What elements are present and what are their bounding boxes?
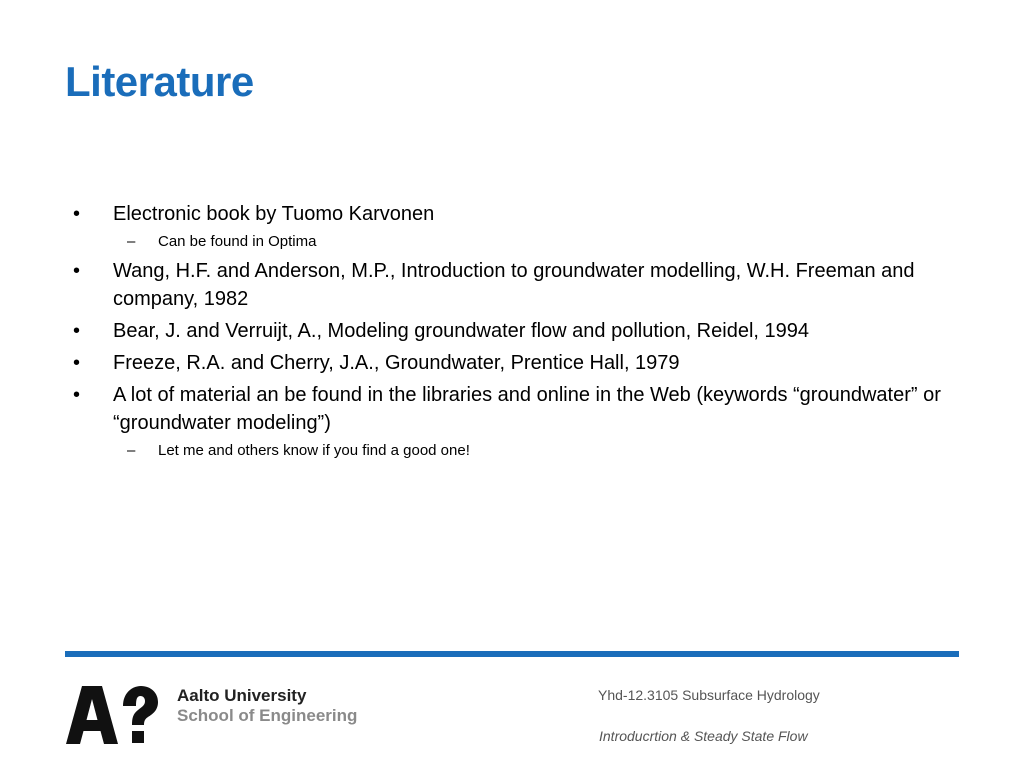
list-item [72, 381, 952, 437]
bullet-list [72, 200, 952, 466]
list-item [72, 349, 952, 377]
sub-list-item-text: Let me and others know if you find a good one! [158, 442, 470, 459]
list-item [72, 200, 952, 228]
bullet-icon: • [73, 352, 81, 374]
list-item-text: Wang, H.F. and Anderson, M.P., Introduction to groundwater modelling, W.H. Freeman and company, 1982 [113, 260, 915, 310]
university-name: Aalto University [177, 686, 307, 705]
sub-list-item-text: Can be found in Optima [158, 233, 317, 250]
footer-divider [65, 651, 959, 657]
school-name: School of Engineering [177, 706, 358, 725]
slide-title: Literature [65, 58, 254, 105]
sub-list-item [72, 441, 952, 461]
list-item [72, 257, 952, 313]
bullet-icon: • [73, 260, 81, 282]
bullet-icon: • [73, 320, 81, 342]
bullet-icon: • [73, 203, 81, 225]
aalto-logo [66, 686, 396, 746]
list-item [72, 317, 952, 345]
dash-icon: – [127, 442, 136, 459]
list-item-text: A lot of material an be found in the libraries and online in the Web (keywords “groundwater” or “groundwater modeling”) [113, 384, 941, 434]
sub-list-item [72, 232, 952, 252]
list-item-text: Bear, J. and Verruijt, A., Modeling groundwater flow and pollution, Reidel, 1994 [113, 320, 809, 342]
list-item-text: Electronic book by Tuomo Karvonen [113, 203, 435, 225]
aalto-a-question-mark-logo-icon [66, 686, 158, 744]
lecture-topic: Introducrtion & Steady State Flow [599, 728, 808, 744]
dash-icon: – [127, 233, 136, 250]
bullet-icon: • [73, 384, 81, 406]
course-name: Yhd-12.3105 Subsurface Hydrology [598, 687, 820, 703]
list-item-text: Freeze, R.A. and Cherry, J.A., Groundwater, Prentice Hall, 1979 [113, 352, 680, 374]
